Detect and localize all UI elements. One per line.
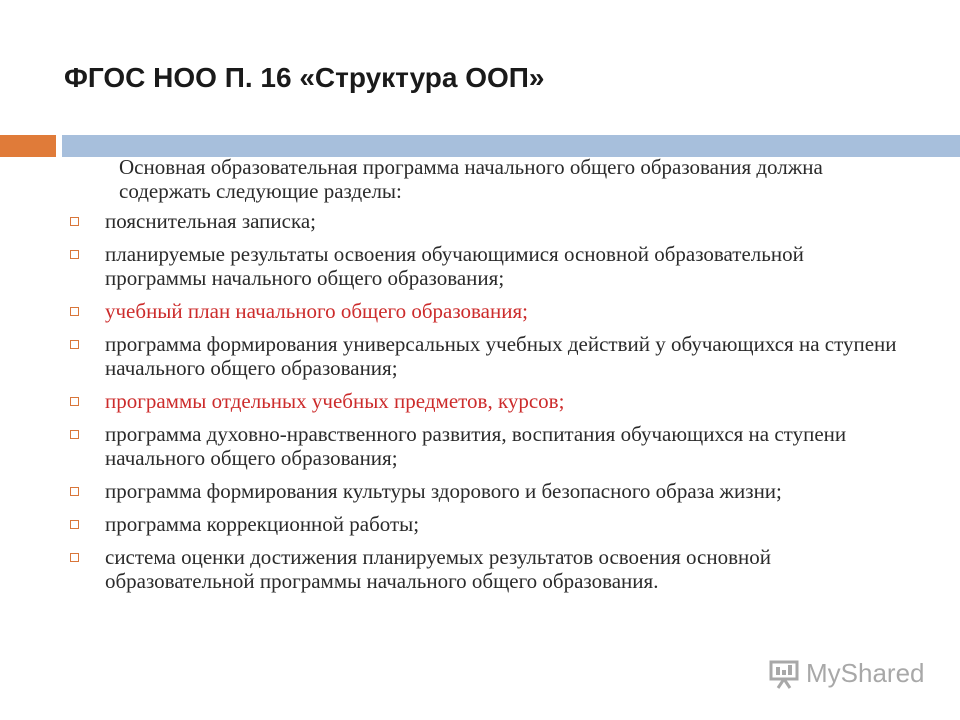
accent-bar-blue — [62, 135, 960, 157]
square-bullet-icon — [70, 397, 79, 406]
list-item-text: программа коррекционной работы; — [105, 512, 420, 536]
square-bullet-icon — [70, 430, 79, 439]
slide-title: ФГОС НОО П. 16 «Структура ООП» — [64, 62, 545, 93]
list-item-text: система оценки достижения планируемых результатов освоения основной образовательной программы начального общего образования. — [105, 545, 771, 593]
list-item-text: программа духовно-нравственного развития, воспитания обучающихся на ступени начального общего образования; — [105, 422, 847, 470]
list-item — [0, 209, 900, 233]
list-item-text: планируемые результаты освоения обучающимися основной образовательной программы начального общего образования; — [105, 242, 804, 290]
list-item-text: программы отдельных учебных предметов, курсов; — [105, 389, 565, 413]
square-bullet-icon — [70, 340, 79, 349]
square-bullet-icon — [70, 307, 79, 316]
watermark — [768, 658, 925, 689]
sections-list — [0, 209, 900, 593]
list-item-text: пояснительная записка; — [105, 209, 316, 233]
accent-bar-orange — [0, 135, 56, 157]
list-item-text: учебный план начального общего образования; — [105, 299, 528, 323]
square-bullet-icon — [70, 487, 79, 496]
square-bullet-icon — [70, 250, 79, 259]
list-item — [0, 422, 900, 470]
square-bullet-icon — [70, 217, 79, 226]
list-item — [0, 299, 900, 323]
presentation-board-icon — [768, 659, 800, 689]
list-item — [0, 512, 900, 536]
list-item-text: программа формирования культуры здорового и безопасного образа жизни; — [105, 479, 782, 503]
watermark-text: MyShared — [806, 658, 925, 688]
square-bullet-icon — [70, 553, 79, 562]
list-item — [0, 389, 900, 413]
list-item — [0, 332, 900, 380]
slide-content — [0, 155, 900, 602]
list-item — [0, 545, 900, 593]
list-item — [0, 479, 900, 503]
list-item-text: программа формирования универсальных учебных действий у обучающихся на ступени начального общего образования; — [105, 332, 897, 380]
intro-paragraph: Основная образовательная программа начального общего образования должна содержать следующие разделы: — [119, 155, 823, 203]
list-item — [0, 242, 900, 290]
square-bullet-icon — [70, 520, 79, 529]
